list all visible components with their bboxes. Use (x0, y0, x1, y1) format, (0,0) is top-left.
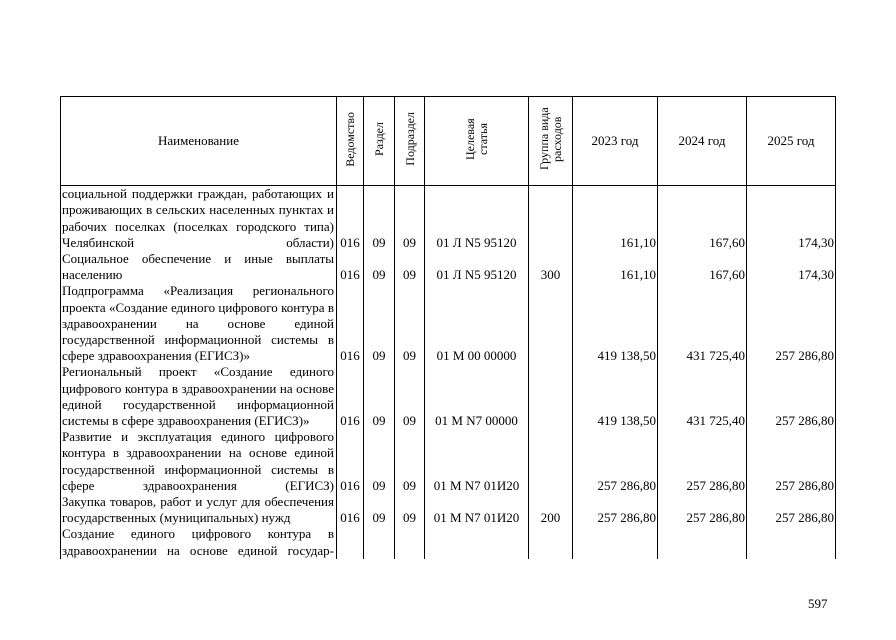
table-row (61, 186, 836, 251)
table-header-row (61, 97, 836, 186)
row-subsection: 09 (395, 251, 425, 283)
row-2023: 419 138,50 (573, 364, 658, 429)
table-row (61, 283, 836, 364)
row-2024: 167,60 (658, 186, 747, 251)
row-2025: 257 286,80 (747, 283, 836, 364)
row-name: Развитие и эксплуатация единого цифрового контура в здравоохранении на основе единой государственной информационной системы в сфере здравоохранения (ЕГИСЗ) (61, 429, 337, 494)
row-section: 09 (364, 429, 395, 494)
row-expense-group: 200 (529, 494, 573, 526)
row-2025 (747, 526, 836, 558)
page-number: 597 (808, 596, 828, 611)
header-subsection: Подраздел (395, 97, 425, 186)
row-ministry: 016 (337, 429, 364, 494)
row-2025: 174,30 (747, 251, 836, 283)
row-target-article: 01 Л N5 95120 (425, 251, 529, 283)
row-2024 (658, 526, 747, 558)
row-2024: 431 725,40 (658, 283, 747, 364)
row-ministry: 016 (337, 494, 364, 526)
row-expense-group: 300 (529, 251, 573, 283)
row-2025: 257 286,80 (747, 429, 836, 494)
table-row (61, 526, 836, 558)
budget-table (60, 96, 836, 559)
header-ministry: Ведомство (337, 97, 364, 186)
row-2024: 257 286,80 (658, 494, 747, 526)
header-target-article: Целевая статья (425, 97, 529, 186)
row-expense-group (529, 186, 573, 251)
row-subsection: 09 (395, 283, 425, 364)
row-2025: 174,30 (747, 186, 836, 251)
row-subsection: 09 (395, 429, 425, 494)
row-name: Региональный проект «Создание единого цифрового контура в здравоохранении на основе единой государственной информационной системы в сфере здравоохранения (ЕГИСЗ)» (61, 364, 337, 429)
row-2024: 431 725,40 (658, 364, 747, 429)
table-row (61, 364, 836, 429)
row-section (364, 526, 395, 558)
row-target-article: 01 М N7 00000 (425, 364, 529, 429)
header-expense-group: Группа вида расходов (529, 97, 573, 186)
row-ministry (337, 526, 364, 558)
row-section: 09 (364, 494, 395, 526)
row-target-article: 01 М N7 01И20 (425, 494, 529, 526)
table-row (61, 251, 836, 283)
row-section: 09 (364, 283, 395, 364)
header-2023: 2023 год (573, 97, 658, 186)
row-name: Подпрограмма «Реализация регионального проекта «Создание единого цифрового контура в здравоохранении на основе единой государственной информационной системы в сфере здравоохранения (ЕГИСЗ)» (61, 283, 337, 364)
row-ministry: 016 (337, 364, 364, 429)
row-ministry: 016 (337, 186, 364, 251)
row-subsection: 09 (395, 494, 425, 526)
row-section: 09 (364, 186, 395, 251)
row-target-article: 01 М N7 01И20 (425, 429, 529, 494)
row-target-article: 01 Л N5 95120 (425, 186, 529, 251)
row-target-article: 01 М 00 00000 (425, 283, 529, 364)
row-name: социальной поддержки граждан, работающих и проживающих в сельских населенных пунктах и рабочих поселках (поселках городского типа) Челябинской области) (61, 186, 337, 251)
row-2024: 167,60 (658, 251, 747, 283)
row-2023 (573, 526, 658, 558)
row-2023: 161,10 (573, 251, 658, 283)
row-expense-group (529, 429, 573, 494)
row-target-article (425, 526, 529, 558)
row-section: 09 (364, 251, 395, 283)
row-2025: 257 286,80 (747, 364, 836, 429)
header-name: Наименование (61, 97, 337, 186)
header-2025: 2025 год (747, 97, 836, 186)
table-row (61, 494, 836, 526)
row-subsection (395, 526, 425, 558)
row-2023: 257 286,80 (573, 494, 658, 526)
row-2025: 257 286,80 (747, 494, 836, 526)
row-2023: 161,10 (573, 186, 658, 251)
row-name: Создание единого цифрового контура в здравоохранении на основе единой государ- (61, 526, 337, 558)
row-ministry: 016 (337, 283, 364, 364)
header-section: Раздел (364, 97, 395, 186)
row-ministry: 016 (337, 251, 364, 283)
row-2023: 257 286,80 (573, 429, 658, 494)
header-2024: 2024 год (658, 97, 747, 186)
row-name: Социальное обеспечение и иные выплаты населению (61, 251, 337, 283)
row-name: Закупка товаров, работ и услуг для обеспечения государственных (муниципальных) нужд (61, 494, 337, 526)
row-section: 09 (364, 364, 395, 429)
row-2024: 257 286,80 (658, 429, 747, 494)
table-row (61, 429, 836, 494)
row-expense-group (529, 526, 573, 558)
row-subsection: 09 (395, 364, 425, 429)
row-expense-group (529, 364, 573, 429)
row-subsection: 09 (395, 186, 425, 251)
row-expense-group (529, 283, 573, 364)
row-2023: 419 138,50 (573, 283, 658, 364)
